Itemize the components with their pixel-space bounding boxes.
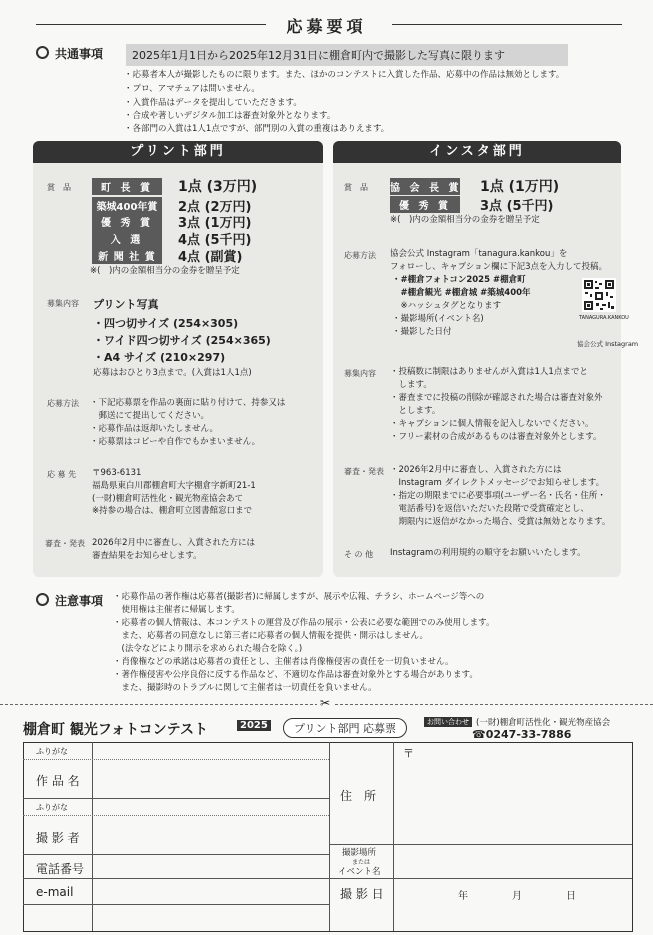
contact-label: お問い合わせ [424, 717, 472, 727]
insta-method-label: 応募方法 [344, 251, 376, 260]
print-heading: プリント部門 [33, 141, 323, 163]
address-label: 住 所 [340, 789, 377, 803]
furigana-label-work: ふりがな [36, 747, 68, 756]
insta-content-0: ・投稿数に制限はありませんが入賞は1人1点までと [390, 367, 588, 377]
print-prize-value-4: 4点 (副賞) [178, 250, 243, 265]
notes-line-2: ・応募者の個人情報は、本コンテストの運営及び作品の展示・公表に必要な範囲でのみ使用します。 [113, 618, 495, 628]
qr-label: 協会公式 Instagram [577, 340, 639, 348]
print-size-2: ・A4 サイズ (210×297) [93, 351, 226, 364]
common-bullet-0: ・応募者本人が撮影したものに限ります。また、ほかのコンテストに入賞した作品、応募中の作品は無効とします。 [124, 70, 565, 80]
print-prize-value-2: 3点 (1万円) [178, 216, 252, 231]
print-content-note: 応募はおひとり3点まで。(入賞は1人1点) [93, 368, 252, 378]
print-prize-value-0: 1点 (3万円) [178, 179, 258, 195]
print-method-1: 郵送にて提出してください。 [90, 411, 210, 421]
print-prize-name-4: 新 聞 社 賞 [92, 247, 162, 264]
print-content-label: 募集内容 [47, 299, 79, 308]
form-divider [23, 798, 329, 799]
photographer-label: 撮 影 者 [36, 831, 80, 845]
insta-tag-2: ※ハッシュタグとなります [392, 301, 502, 311]
insta-tag-3: ・撮影場所(イベント名) [392, 314, 484, 324]
insta-prize-label: 賞 品 [344, 183, 368, 192]
photographer-field[interactable] [93, 815, 329, 854]
insta-prize-value-1: 3点 (5千円) [480, 199, 554, 214]
print-judge-0: 2026年2月中に審査し、入賞された方には [92, 538, 256, 548]
print-method-3: ・応募票はコピーや自作でもかまいません。 [90, 437, 261, 447]
place-label-2: または [352, 859, 371, 866]
insta-prize-name-1: 優 秀 賞 [390, 196, 460, 213]
email-field[interactable] [93, 879, 329, 904]
insta-prize-name-0: 協 会 長 賞 [390, 178, 460, 195]
form-divider [329, 878, 632, 879]
insta-tag-4: ・撮影した日付 [392, 327, 452, 337]
notes-label: 注意事項 [55, 594, 104, 608]
postal-mark: 〒 [403, 747, 414, 760]
print-prize-note: ※( )内の金額相当分の金券を贈呈予定 [90, 266, 240, 276]
insta-content-5: ・フリー素材の合成があるものは審査対象外とします。 [390, 432, 602, 442]
print-method-2: ・応募作品は返却いたしません。 [90, 424, 219, 434]
insta-prize-value-0: 1点 (1万円) [480, 179, 560, 195]
email-label: e-mail [36, 885, 74, 899]
print-prize-name-3: 入 選 [92, 230, 162, 247]
common-bullet-3: ・合成や著しいデジタル加工は審査対象外となります。 [124, 111, 336, 121]
insta-tag-1: #棚倉観光 #棚倉城 #築城400年 [392, 288, 531, 298]
day-unit: 日 [566, 891, 576, 902]
form-entry-type: プリント部門 応募票 [283, 718, 407, 738]
insta-judge-1: Instagram ダイレクトメッセージでお知らせします。 [390, 478, 605, 488]
insta-heading: インスタ部門 [333, 141, 621, 163]
qr-code[interactable] [582, 278, 616, 312]
notes-line-3: また、応募者の同意なしに第三者に応募者の個人情報を提供・開示はしません。 [113, 631, 429, 641]
insta-method-1: フォローし、キャプション欄に下記3点を入力して投稿。 [390, 262, 607, 272]
insta-content-2: ・審査までに投稿の削除が確認された場合は審査対象外 [390, 393, 603, 403]
insta-other-label: そ の 他 [344, 550, 374, 559]
place-field[interactable] [394, 845, 631, 878]
common-bullet-4: ・各部門の入賞は1人1点ですが、部門別の入賞の重複はありえます。 [124, 124, 390, 134]
form-title: 棚倉町 観光フォトコンテスト [23, 722, 209, 738]
page-title: 応募要項 [286, 17, 367, 36]
form-divider [23, 904, 329, 905]
insta-method-0: 協会公式 Instagram「tanagura.kankou」を [390, 249, 568, 259]
insta-prize-note: ※( )内の金額相当分の金券を贈呈予定 [390, 215, 540, 225]
print-dest-3: ※持参の場合は、棚倉町立図書館窓口まで [92, 506, 253, 516]
print-dest-2: (一財)棚倉町活性化・観光物産協会あて [92, 494, 244, 504]
notes-line-4: (法令などにより開示を求められた場合を除く。) [113, 644, 303, 654]
print-prize-value-1: 2点 (2万円) [178, 200, 252, 215]
print-judge-label: 審査・発表 [45, 539, 85, 548]
film-reel-icon [36, 46, 49, 59]
print-judge-1: 審査結果をお知らせします。 [92, 551, 202, 561]
insta-judge-2: ・指定の期限までに必要事項(ユーザー名・氏名・住所・ [390, 491, 606, 501]
notes-line-1: 使用権は主催者に帰属します。 [113, 605, 240, 615]
print-prize-name-1: 築城400年賞 [92, 197, 162, 214]
insta-judge-4: 期限内に返信がなかった場合、受賞は無効となります。 [390, 517, 611, 527]
work-name-field[interactable] [93, 759, 329, 798]
furigana-label-photographer: ふりがな [36, 803, 68, 812]
print-method-label: 応募方法 [47, 399, 79, 408]
common-bullet-1: ・プロ、アマチュアは問いません。 [124, 84, 260, 94]
notes-line-7: また、撮影時のトラブルに関して主催者は一切責任を負いません。 [113, 683, 377, 693]
work-name-label: 作 品 名 [36, 774, 80, 788]
place-label-3: イベント名 [338, 867, 381, 877]
print-method-0: ・下記応募票を作品の裏面に貼り付けて、持参又は [90, 398, 286, 408]
notes-line-5: ・肖像権などの承諾は応募者の責任とし、主催者は肖像権侵害の責任を一切負いません。 [113, 657, 454, 667]
film-reel-icon [36, 593, 49, 606]
print-dest-label: 応 募 先 [47, 470, 77, 479]
insta-judge-3: 電話番号)を返信いただいた段階で受賞確定とし、 [390, 504, 589, 514]
month-unit: 月 [512, 891, 522, 902]
form-year-badge: 2025 [237, 720, 271, 731]
print-content-title: プリント写真 [93, 298, 159, 311]
print-size-0: ・四つ切サイズ (254×305) [93, 317, 239, 330]
print-dest-0: 〒963-6131 [92, 468, 142, 478]
scissors-icon: ✂ [317, 696, 333, 710]
print-dest-1: 福島県東白川郡棚倉町大字棚倉字新町21-1 [92, 481, 256, 491]
insta-judge-label: 審査・発表 [344, 467, 384, 476]
insta-content-label: 募集内容 [344, 369, 376, 378]
year-unit: 年 [458, 891, 468, 902]
insta-judge-0: ・2026年2月中に審査し、入賞された方には [390, 465, 562, 475]
notes-line-6: ・著作権侵害や公序良俗に反する作品など、不適切な作品は審査対象外とする場合があります。 [113, 670, 478, 680]
tel-label: 電話番号 [36, 862, 85, 876]
contact-org: (一財)棚倉町活性化・観光物産協会 [476, 718, 611, 728]
print-prize-name-0: 町 長 賞 [92, 178, 162, 195]
common-label: 共通事項 [55, 47, 104, 61]
insta-other: Instagramの利用規約の順守をお願いいたします。 [390, 548, 586, 558]
insta-tag-0: ・#棚倉フォトコン2025 #棚倉町 [392, 275, 526, 285]
common-bullet-2: ・入賞作品はデータを提出していただきます。 [124, 98, 302, 108]
insta-content-4: ・キャプションに個人情報を記入しないでください。 [390, 419, 594, 429]
form-divider [329, 742, 330, 931]
place-label-1: 撮影場所 [342, 848, 377, 858]
contact-phone: ☎0247-33-7886 [472, 728, 572, 741]
address-field[interactable] [394, 743, 631, 844]
print-prize-value-3: 4点 (5千円) [178, 233, 252, 248]
tel-field[interactable] [93, 855, 329, 878]
insta-content-3: とします。 [390, 406, 441, 416]
print-size-1: ・ワイド四つ切サイズ (254×365) [93, 334, 271, 347]
notes-line-0: ・応募作品の著作権は応募者(撮影者)に帰属しますが、展示や広報、チラシ、ホームページ等への [113, 592, 485, 602]
print-prize-name-2: 優 秀 賞 [92, 213, 162, 230]
insta-content-1: します。 [390, 380, 432, 390]
shot-date-label: 撮 影 日 [340, 887, 384, 901]
qr-caption: TANAGURA.KANKOU [579, 315, 629, 321]
print-prize-label: 賞 品 [47, 183, 71, 192]
common-highlight: 2025年1月1日から2025年12月31日に棚倉町内で撮影した写真に限ります [126, 44, 568, 66]
